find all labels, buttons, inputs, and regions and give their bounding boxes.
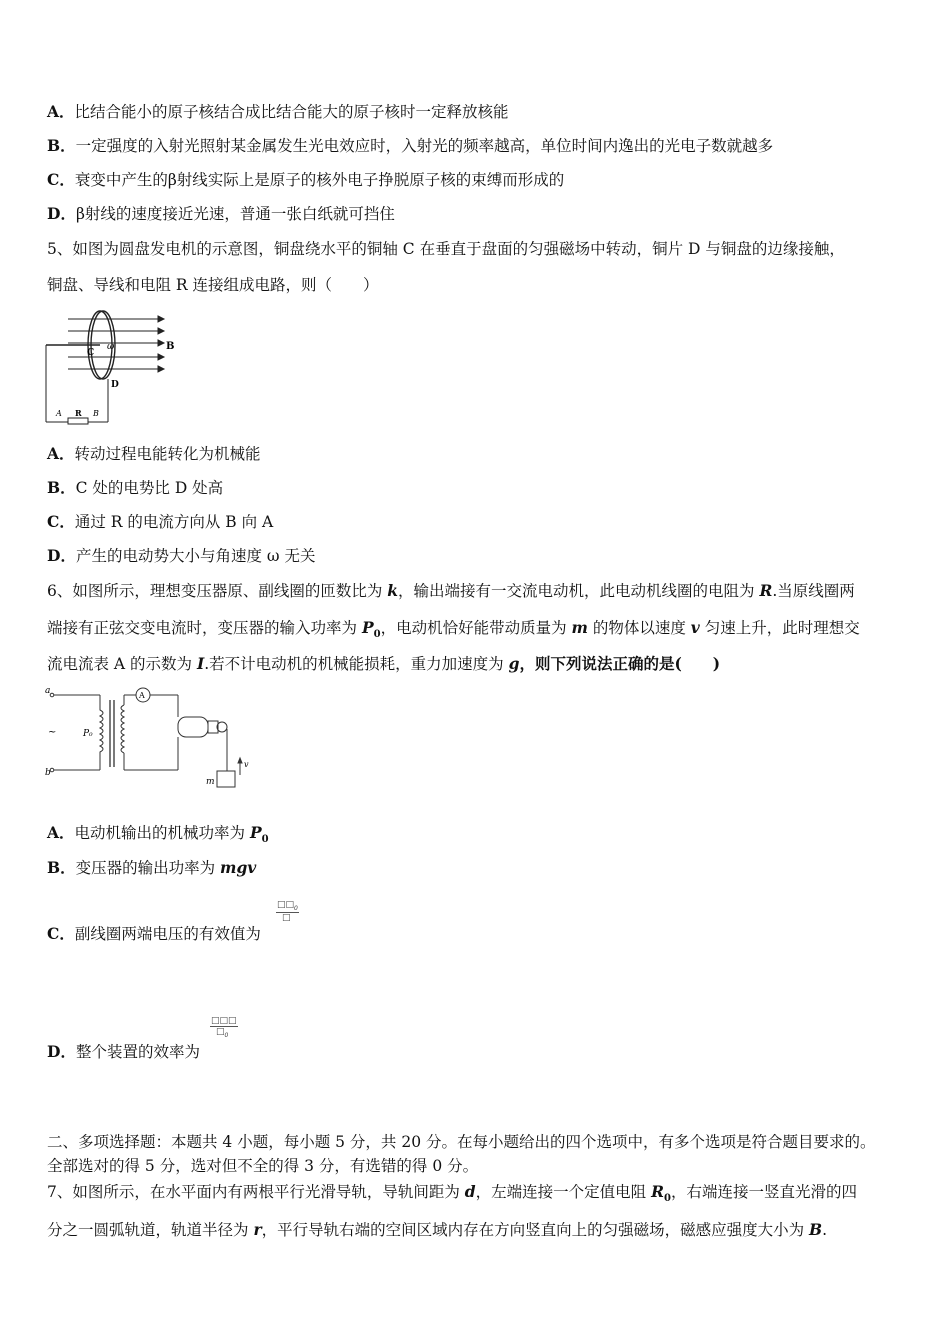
q5-option-d: D．产生的电动势大小与角速度 ω 无关 (47, 546, 316, 565)
q4-option-c: C．衰变中产生的β射线实际上是原子的核外电子挣脱原子核的束缚而形成的 (47, 170, 565, 189)
q5-label-b-end: B (93, 409, 99, 418)
q5-option-a: A．转动过程电能转化为机械能 (47, 444, 261, 463)
q4-option-b: B．一定强度的入射光照射某金属发生光电效应时，入射光的频率越高，单位时间内逸出的光电子数就越多 (47, 136, 774, 155)
q6-option-a: A．电动机输出的机械功率为 $P_0$ (47, 823, 269, 846)
q6-label-m: m (206, 777, 215, 787)
q6-stem-line2: 端接有正弦交变电流时，变压器的输入功率为 $P_0$，电动机恰好能带动质量为 m 的物体以速度 v 匀速上升，此时理想交 (47, 618, 860, 641)
q5-label-a-end: A (56, 409, 62, 418)
section2-instructions-line2: 全部选对的得 5 分，选对但不全的得 3 分，有选错的得 0 分。 (47, 1157, 479, 1175)
q5-option-c: C．通过 R 的电流方向从 B 向 A (47, 512, 274, 531)
q4-option-a: A．比结合能小的原子核结合成比结合能大的原子核时一定释放核能 (47, 102, 509, 121)
q6-label-v: v (244, 760, 249, 769)
q4-option-d: D．β射线的速度接近光速，普通一张白纸就可挡住 (47, 204, 395, 223)
q5-label-r: R (75, 408, 82, 418)
q6-label-b: b (45, 768, 51, 778)
q5-option-b: B．C 处的电势比 D 处高 (47, 478, 224, 497)
q6-ammeter-label: A (139, 691, 145, 700)
q7-stem-line2: 分之一圆弧轨道，轨道半径为 r，平行导轨右端的空间区域内存在方向竖直向上的匀强磁场，磁感应强度大小为 B. (47, 1220, 828, 1239)
q7-stem-line1: 7、如图所示，在水平面内有两根平行光滑导轨，导轨间距为 d，左端连接一个定值电阻 $R_0$，右端连接一竖直光滑的四 (47, 1182, 857, 1205)
q6-option-c-fraction: $□□_0$ □ (277, 900, 298, 923)
q6-stem-line3: 流电流表 A 的示数为 I.若不计电动机的机械能损耗，重力加速度为 g，则下列说法正确的是( ) (47, 654, 721, 673)
q5-label-c: C (87, 348, 95, 358)
q5-label-d: D (111, 380, 119, 390)
q6-stem-line1: 6、如图所示，理想变压器原、副线圈的匝数比为 k，输出端接有一交流电动机，此电动机线圈的电阻为 R.当原线圈两 (47, 581, 855, 600)
q5-label-field-b: B (166, 341, 175, 352)
section2-instructions-line1: 二、多项选择题：本题共 4 小题，每小题 5 分，共 20 分。在每小题给出的四个选项中，有多个选项是符合题目要求的。 (47, 1133, 876, 1151)
q5-stem-line2: 铜盘、导线和电阻 R 连接组成电路，则（ ） (47, 276, 379, 294)
q5-label-omega: ω (107, 342, 115, 352)
q5-stem-line1: 5、如图为圆盘发电机的示意图，铜盘绕水平的铜轴 C 在垂直于盘面的匀强磁场中转动，铜片 D 与铜盘的边缘接触， (47, 240, 845, 258)
q6-label-a: a (45, 686, 51, 696)
q6-label-p0: P₀ (83, 729, 93, 739)
q6-option-b: B．变压器的输出功率为 mgv (47, 858, 257, 877)
q6-option-d-fraction: □□□ $□_0$ (211, 1016, 237, 1039)
q6-option-c: C．副线圈两端电压的有效值为 (47, 924, 261, 943)
q6-label-tilde: ~ (48, 727, 57, 738)
q6-transformer-figure (40, 685, 255, 795)
q5-disk-generator-figure (40, 305, 190, 430)
q6-option-d: D．整个装置的效率为 (47, 1042, 200, 1061)
